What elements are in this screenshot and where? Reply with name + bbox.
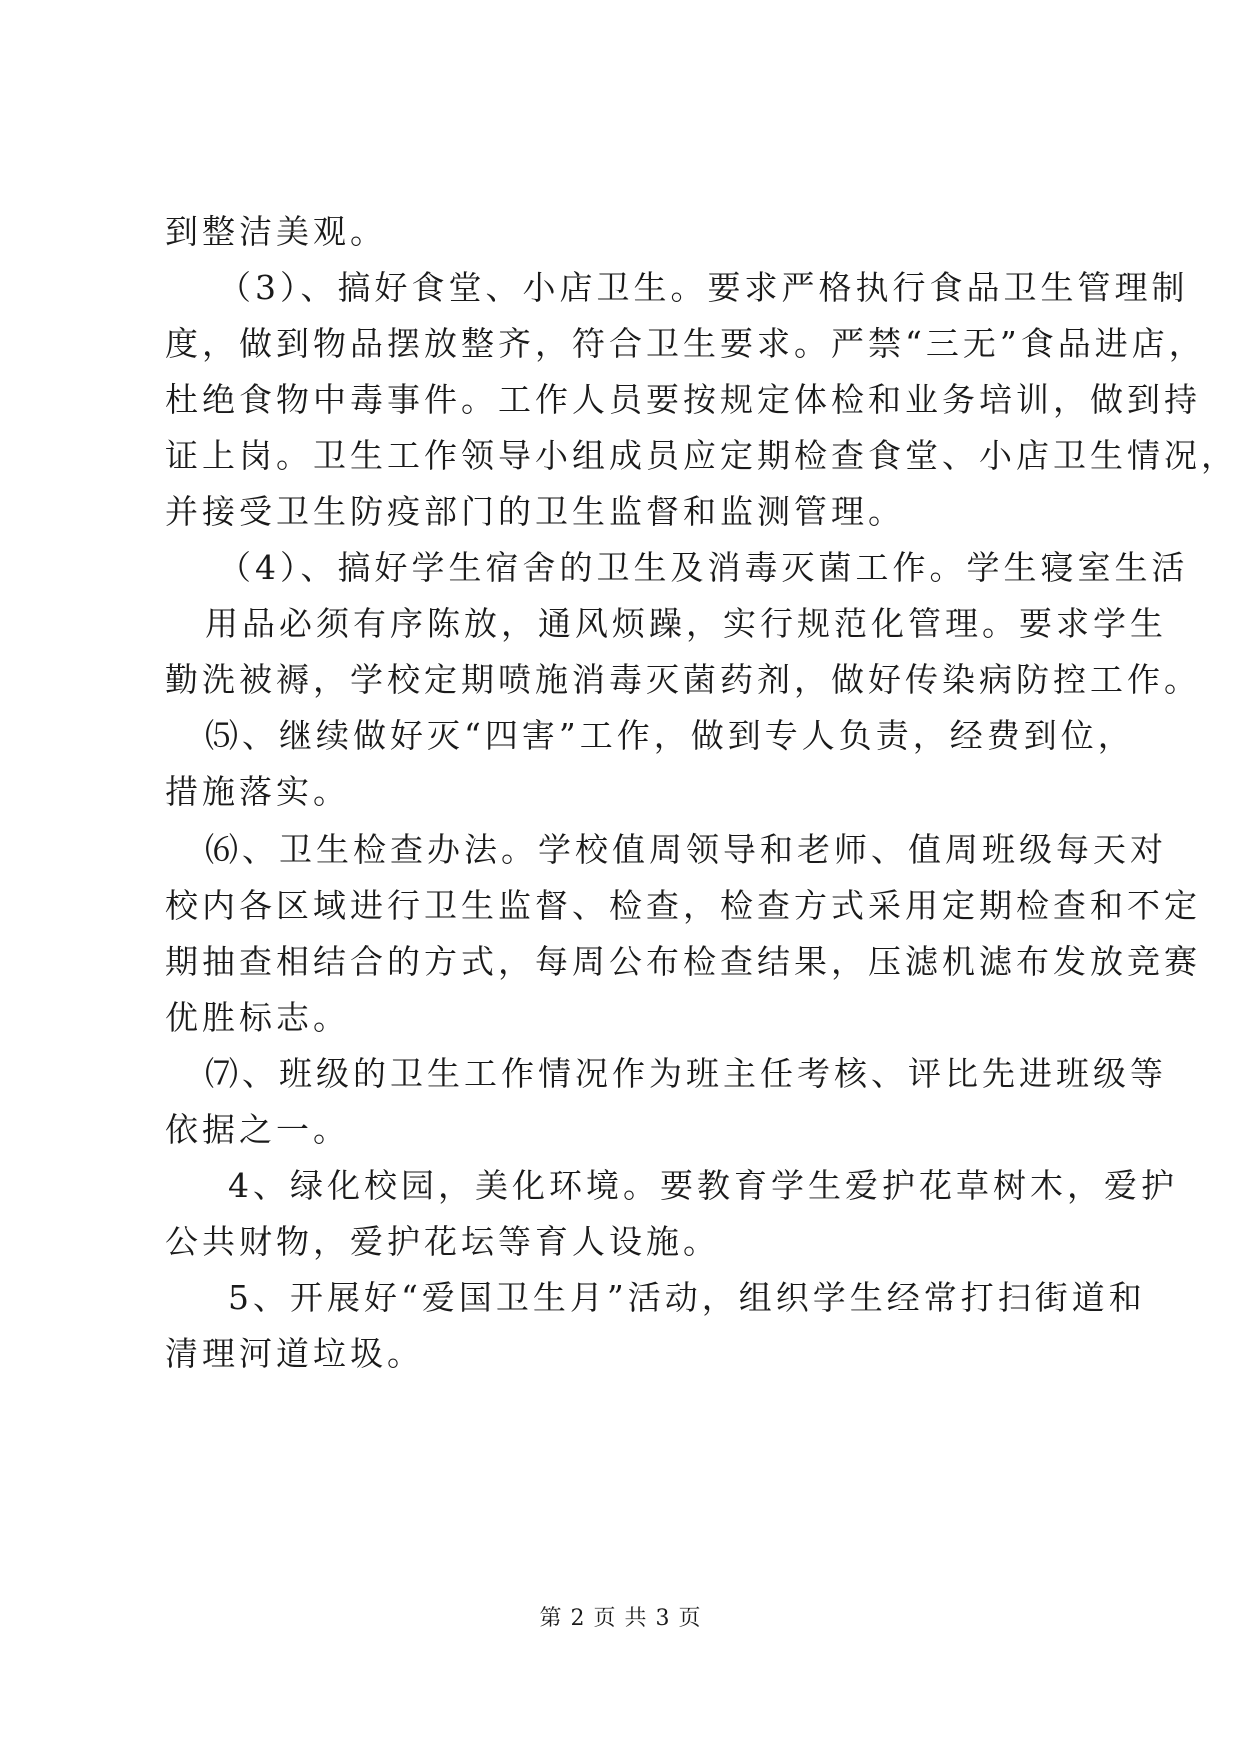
text-line-13: 校内各区域进行卫生监督、检查，检查方式采用定期检查和不定 xyxy=(165,886,1201,925)
text-line-4: 杜绝食物中毒事件。工作人员要按规定体检和业务培训，做到持 xyxy=(165,380,1201,419)
text-line-16: ⑺、班级的卫生工作情况作为班主任考核、评比先进班级等 xyxy=(205,1054,1167,1093)
text-line-18: 4、绿化校园，美化环境。要教育学生爱护花草树木，爱护 xyxy=(228,1166,1178,1205)
text-line-1: 到整洁美观。 xyxy=(165,212,387,251)
text-line-5: 证上岗。卫生工作领导小组成员应定期检查食堂、小店卫生情况， xyxy=(165,436,1238,475)
text-line-11: 措施落实。 xyxy=(165,772,350,811)
text-line-6: 并接受卫生防疫部门的卫生监督和监测管理。 xyxy=(165,492,905,531)
text-line-2: （3）、搞好食堂、小店卫生。要求严格执行食品卫生管理制 xyxy=(218,268,1189,307)
page-footer: 第 2 页 共 3 页 xyxy=(539,1606,702,1631)
text-line-21: 清理河道垃圾。 xyxy=(165,1334,424,1373)
text-line-12: ⑹、卫生检查办法。学校值周领导和老师、值周班级每天对 xyxy=(205,830,1167,869)
text-line-20: 5、开展好“爱国卫生月”活动，组织学生经常打扫街道和 xyxy=(228,1278,1146,1317)
text-line-8: 用品必须有序陈放，通风烦躁，实行规范化管理。要求学生 xyxy=(205,604,1167,643)
text-line-9: 勤洗被褥，学校定期喷施消毒灭菌药剂，做好传染病防控工作。 xyxy=(165,660,1201,699)
text-line-15: 优胜标志。 xyxy=(165,998,350,1037)
text-line-19: 公共财物，爱护花坛等育人设施。 xyxy=(165,1222,720,1261)
text-line-14: 期抽查相结合的方式，每周公布检查结果，压滤机滤布发放竞赛 xyxy=(165,942,1201,981)
text-line-3: 度，做到物品摆放整齐，符合卫生要求。严禁“三无”食品进店， xyxy=(165,324,1206,363)
text-line-10: ⑸、继续做好灭“四害”工作，做到专人负责，经费到位， xyxy=(205,716,1135,755)
text-line-17: 依据之一。 xyxy=(165,1110,350,1149)
text-line-7: （4）、搞好学生宿舍的卫生及消毒灭菌工作。学生寝室生活 xyxy=(218,548,1189,587)
